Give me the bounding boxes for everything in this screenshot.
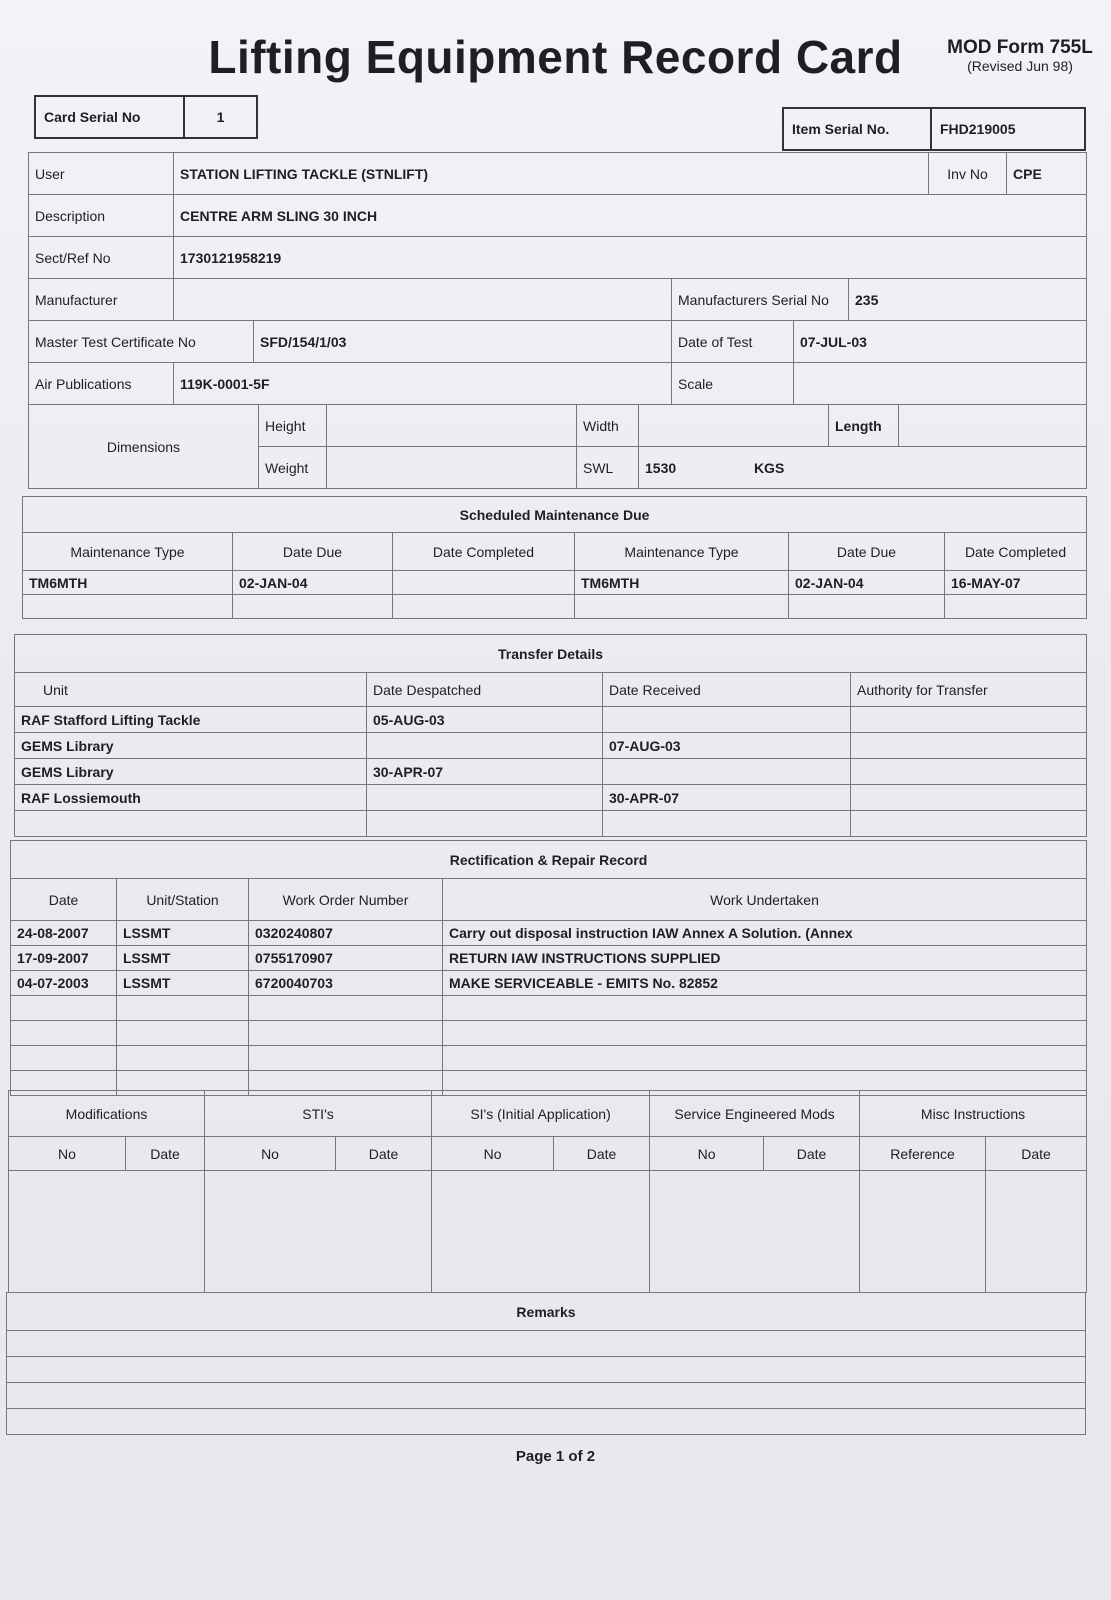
swl-number: 1530 <box>645 459 677 476</box>
height-value <box>327 405 577 447</box>
transfer-cell <box>603 759 851 785</box>
sem-entry-area <box>650 1171 860 1293</box>
transfer-cell <box>367 811 603 837</box>
maint-cell <box>789 595 945 619</box>
maint-header: Date Due <box>789 533 945 571</box>
maint-header: Maintenance Type <box>575 533 789 571</box>
maint-cell <box>393 595 575 619</box>
swl-unit: KGS <box>753 459 785 476</box>
swl-label: SWL <box>577 447 639 489</box>
user-label: User <box>29 153 174 195</box>
repair-cell <box>117 996 249 1021</box>
page-title: Lifting Equipment Record Card <box>208 31 903 83</box>
length-label: Length <box>829 405 899 447</box>
maint-cell: TM6MTH <box>23 571 233 595</box>
table-row <box>23 571 1087 595</box>
maint-cell <box>575 595 789 619</box>
repair-cell: 17-09-2007 <box>11 946 117 971</box>
repair-cell <box>11 1046 117 1071</box>
repair-cell <box>443 996 1087 1021</box>
repair-cell: 0755170907 <box>249 946 443 971</box>
transfer-cell <box>603 707 851 733</box>
mods-subheader: No <box>650 1137 764 1171</box>
mods-group-header: Service Engineered Mods <box>650 1091 860 1137</box>
form-reference <box>940 38 1100 73</box>
width-value <box>639 405 829 447</box>
table-row <box>11 921 1087 946</box>
repair-header: Work Order Number <box>249 879 443 921</box>
maint-cell <box>233 595 393 619</box>
maint-header: Date Due <box>233 533 393 571</box>
mods-subheader: Date <box>986 1137 1087 1171</box>
transfer-cell: 05-AUG-03 <box>367 707 603 733</box>
transfer-cell <box>15 811 367 837</box>
remarks-title: Remarks <box>7 1293 1086 1331</box>
item-serial-box <box>782 107 1086 151</box>
transfer-cell: GEMS Library <box>15 733 367 759</box>
transfer-cell <box>851 785 1087 811</box>
repair-cell: 0320240807 <box>249 921 443 946</box>
table-row <box>15 811 1087 837</box>
repair-cell <box>249 1046 443 1071</box>
table-row <box>23 595 1087 619</box>
date-of-test-label: Date of Test <box>672 321 794 363</box>
mods-subheader: Reference <box>860 1137 986 1171</box>
remarks-line <box>7 1357 1086 1383</box>
transfer-cell: GEMS Library <box>15 759 367 785</box>
mods-subheader: No <box>205 1137 336 1171</box>
description-value: CENTRE ARM SLING 30 INCH <box>174 195 1087 237</box>
transfer-title: Transfer Details <box>15 635 1087 673</box>
repair-cell: LSSMT <box>117 921 249 946</box>
table-row <box>11 946 1087 971</box>
repair-cell: 04-07-2003 <box>11 971 117 996</box>
remarks-table <box>6 1292 1086 1435</box>
maintenance-title: Scheduled Maintenance Due <box>23 497 1087 533</box>
repair-cell: LSSMT <box>117 971 249 996</box>
swl-value <box>639 447 1087 489</box>
repair-cell <box>117 1021 249 1046</box>
mods-subheader: No <box>9 1137 126 1171</box>
modifications-table <box>8 1090 1087 1293</box>
date-of-test-value: 07-JUL-03 <box>794 321 1087 363</box>
card-serial-box <box>34 95 258 139</box>
repair-cell <box>443 1021 1087 1046</box>
weight-value <box>327 447 577 489</box>
card-serial-value: 1 <box>183 97 256 137</box>
repair-cell: LSSMT <box>117 946 249 971</box>
repair-title: Rectification & Repair Record <box>11 841 1087 879</box>
transfer-header: Date Despatched <box>367 673 603 707</box>
repair-cell <box>443 1046 1087 1071</box>
table-row <box>15 785 1087 811</box>
transfer-cell: RAF Lossiemouth <box>15 785 367 811</box>
remarks-line <box>7 1383 1086 1409</box>
transfer-cell <box>851 759 1087 785</box>
repair-cell <box>11 996 117 1021</box>
repair-header: Unit/Station <box>117 879 249 921</box>
master-test-cert-label: Master Test Certificate No <box>29 321 254 363</box>
table-row <box>15 759 1087 785</box>
air-publications-value: 119K-0001-5F <box>174 363 672 405</box>
scale-label: Scale <box>672 363 794 405</box>
mods-subheader: Date <box>554 1137 650 1171</box>
transfer-cell: RAF Stafford Lifting Tackle <box>15 707 367 733</box>
maint-header: Date Completed <box>393 533 575 571</box>
transfer-cell: 07-AUG-03 <box>603 733 851 759</box>
repair-cell: 24-08-2007 <box>11 921 117 946</box>
mods-group-header: Misc Instructions <box>860 1091 1087 1137</box>
inv-no-label: Inv No <box>929 153 1007 195</box>
item-serial-label: Item Serial No. <box>792 121 890 137</box>
mods-group-header: SI's (Initial Application) <box>432 1091 650 1137</box>
table-row <box>11 996 1087 1021</box>
height-label: Height <box>259 405 327 447</box>
mods-subheader: Date <box>336 1137 432 1171</box>
repair-table <box>10 840 1087 1096</box>
table-row <box>11 1021 1087 1046</box>
repair-header: Work Undertaken <box>443 879 1087 921</box>
repair-cell <box>249 996 443 1021</box>
item-serial-value: FHD219005 <box>930 109 1084 149</box>
form-revision: (Revised Jun 98) <box>967 58 1073 74</box>
maintenance-table <box>22 496 1087 619</box>
maint-cell: 02-JAN-04 <box>233 571 393 595</box>
details-table <box>28 152 1087 405</box>
transfer-cell <box>367 733 603 759</box>
table-row <box>15 733 1087 759</box>
card-serial-label: Card Serial No <box>44 109 141 125</box>
mods-group-header: STI's <box>205 1091 432 1137</box>
transfer-cell <box>851 811 1087 837</box>
misc-reference-area <box>860 1171 986 1293</box>
transfer-cell <box>603 811 851 837</box>
mods-subheader: Date <box>764 1137 860 1171</box>
mods-subheader: No <box>432 1137 554 1171</box>
mfr-serial-label: Manufacturers Serial No <box>672 279 849 321</box>
table-row <box>11 971 1087 996</box>
mfr-serial-value: 235 <box>849 279 1087 321</box>
form-name: MOD Form 755L <box>947 37 1093 58</box>
master-test-cert-value: SFD/154/1/03 <box>254 321 672 363</box>
sti-entry-area <box>205 1171 432 1293</box>
scale-value <box>794 363 1087 405</box>
repair-cell <box>117 1046 249 1071</box>
mods-entry-area <box>9 1171 205 1293</box>
mods-subheader: Date <box>126 1137 205 1171</box>
maint-cell <box>945 595 1087 619</box>
maint-header: Date Completed <box>945 533 1087 571</box>
transfer-header: Date Received <box>603 673 851 707</box>
page-number: Page 1 of 2 <box>515 1448 596 1465</box>
maint-cell <box>23 595 233 619</box>
transfer-cell: 30-APR-07 <box>367 759 603 785</box>
repair-cell: MAKE SERVICEABLE - EMITS No. 82852 <box>443 971 1087 996</box>
sect-ref-label: Sect/Ref No <box>29 237 174 279</box>
repair-cell: Carry out disposal instruction IAW Annex A Solution. (Annex <box>443 921 1087 946</box>
transfer-header: Unit <box>15 673 367 707</box>
remarks-line <box>7 1331 1086 1357</box>
transfer-table <box>14 634 1087 837</box>
transfer-cell: 30-APR-07 <box>603 785 851 811</box>
weight-label: Weight <box>259 447 327 489</box>
repair-cell <box>249 1021 443 1046</box>
inv-no-value: CPE <box>1007 153 1087 195</box>
dimensions-table <box>28 404 1087 489</box>
maint-header: Maintenance Type <box>23 533 233 571</box>
maint-cell: TM6MTH <box>575 571 789 595</box>
mods-group-header: Modifications <box>9 1091 205 1137</box>
transfer-cell <box>851 707 1087 733</box>
table-row <box>15 707 1087 733</box>
maint-cell: 16-MAY-07 <box>945 571 1087 595</box>
length-value <box>899 405 1087 447</box>
manufacturer-label: Manufacturer <box>29 279 174 321</box>
remarks-line <box>7 1409 1086 1435</box>
description-label: Description <box>29 195 174 237</box>
transfer-cell <box>367 785 603 811</box>
misc-date-area <box>986 1171 1087 1293</box>
repair-cell: RETURN IAW INSTRUCTIONS SUPPLIED <box>443 946 1087 971</box>
user-value: STATION LIFTING TACKLE (STNLIFT) <box>174 153 929 195</box>
width-label: Width <box>577 405 639 447</box>
repair-cell: 6720040703 <box>249 971 443 996</box>
repair-header: Date <box>11 879 117 921</box>
manufacturer-value <box>174 279 672 321</box>
transfer-header: Authority for Transfer <box>851 673 1087 707</box>
maint-cell <box>393 571 575 595</box>
sect-ref-value: 1730121958219 <box>174 237 1087 279</box>
si-entry-area <box>432 1171 650 1293</box>
maint-cell: 02-JAN-04 <box>789 571 945 595</box>
dimensions-label: Dimensions <box>29 405 259 489</box>
transfer-cell <box>851 733 1087 759</box>
table-row <box>11 1046 1087 1071</box>
air-publications-label: Air Publications <box>29 363 174 405</box>
repair-cell <box>11 1021 117 1046</box>
